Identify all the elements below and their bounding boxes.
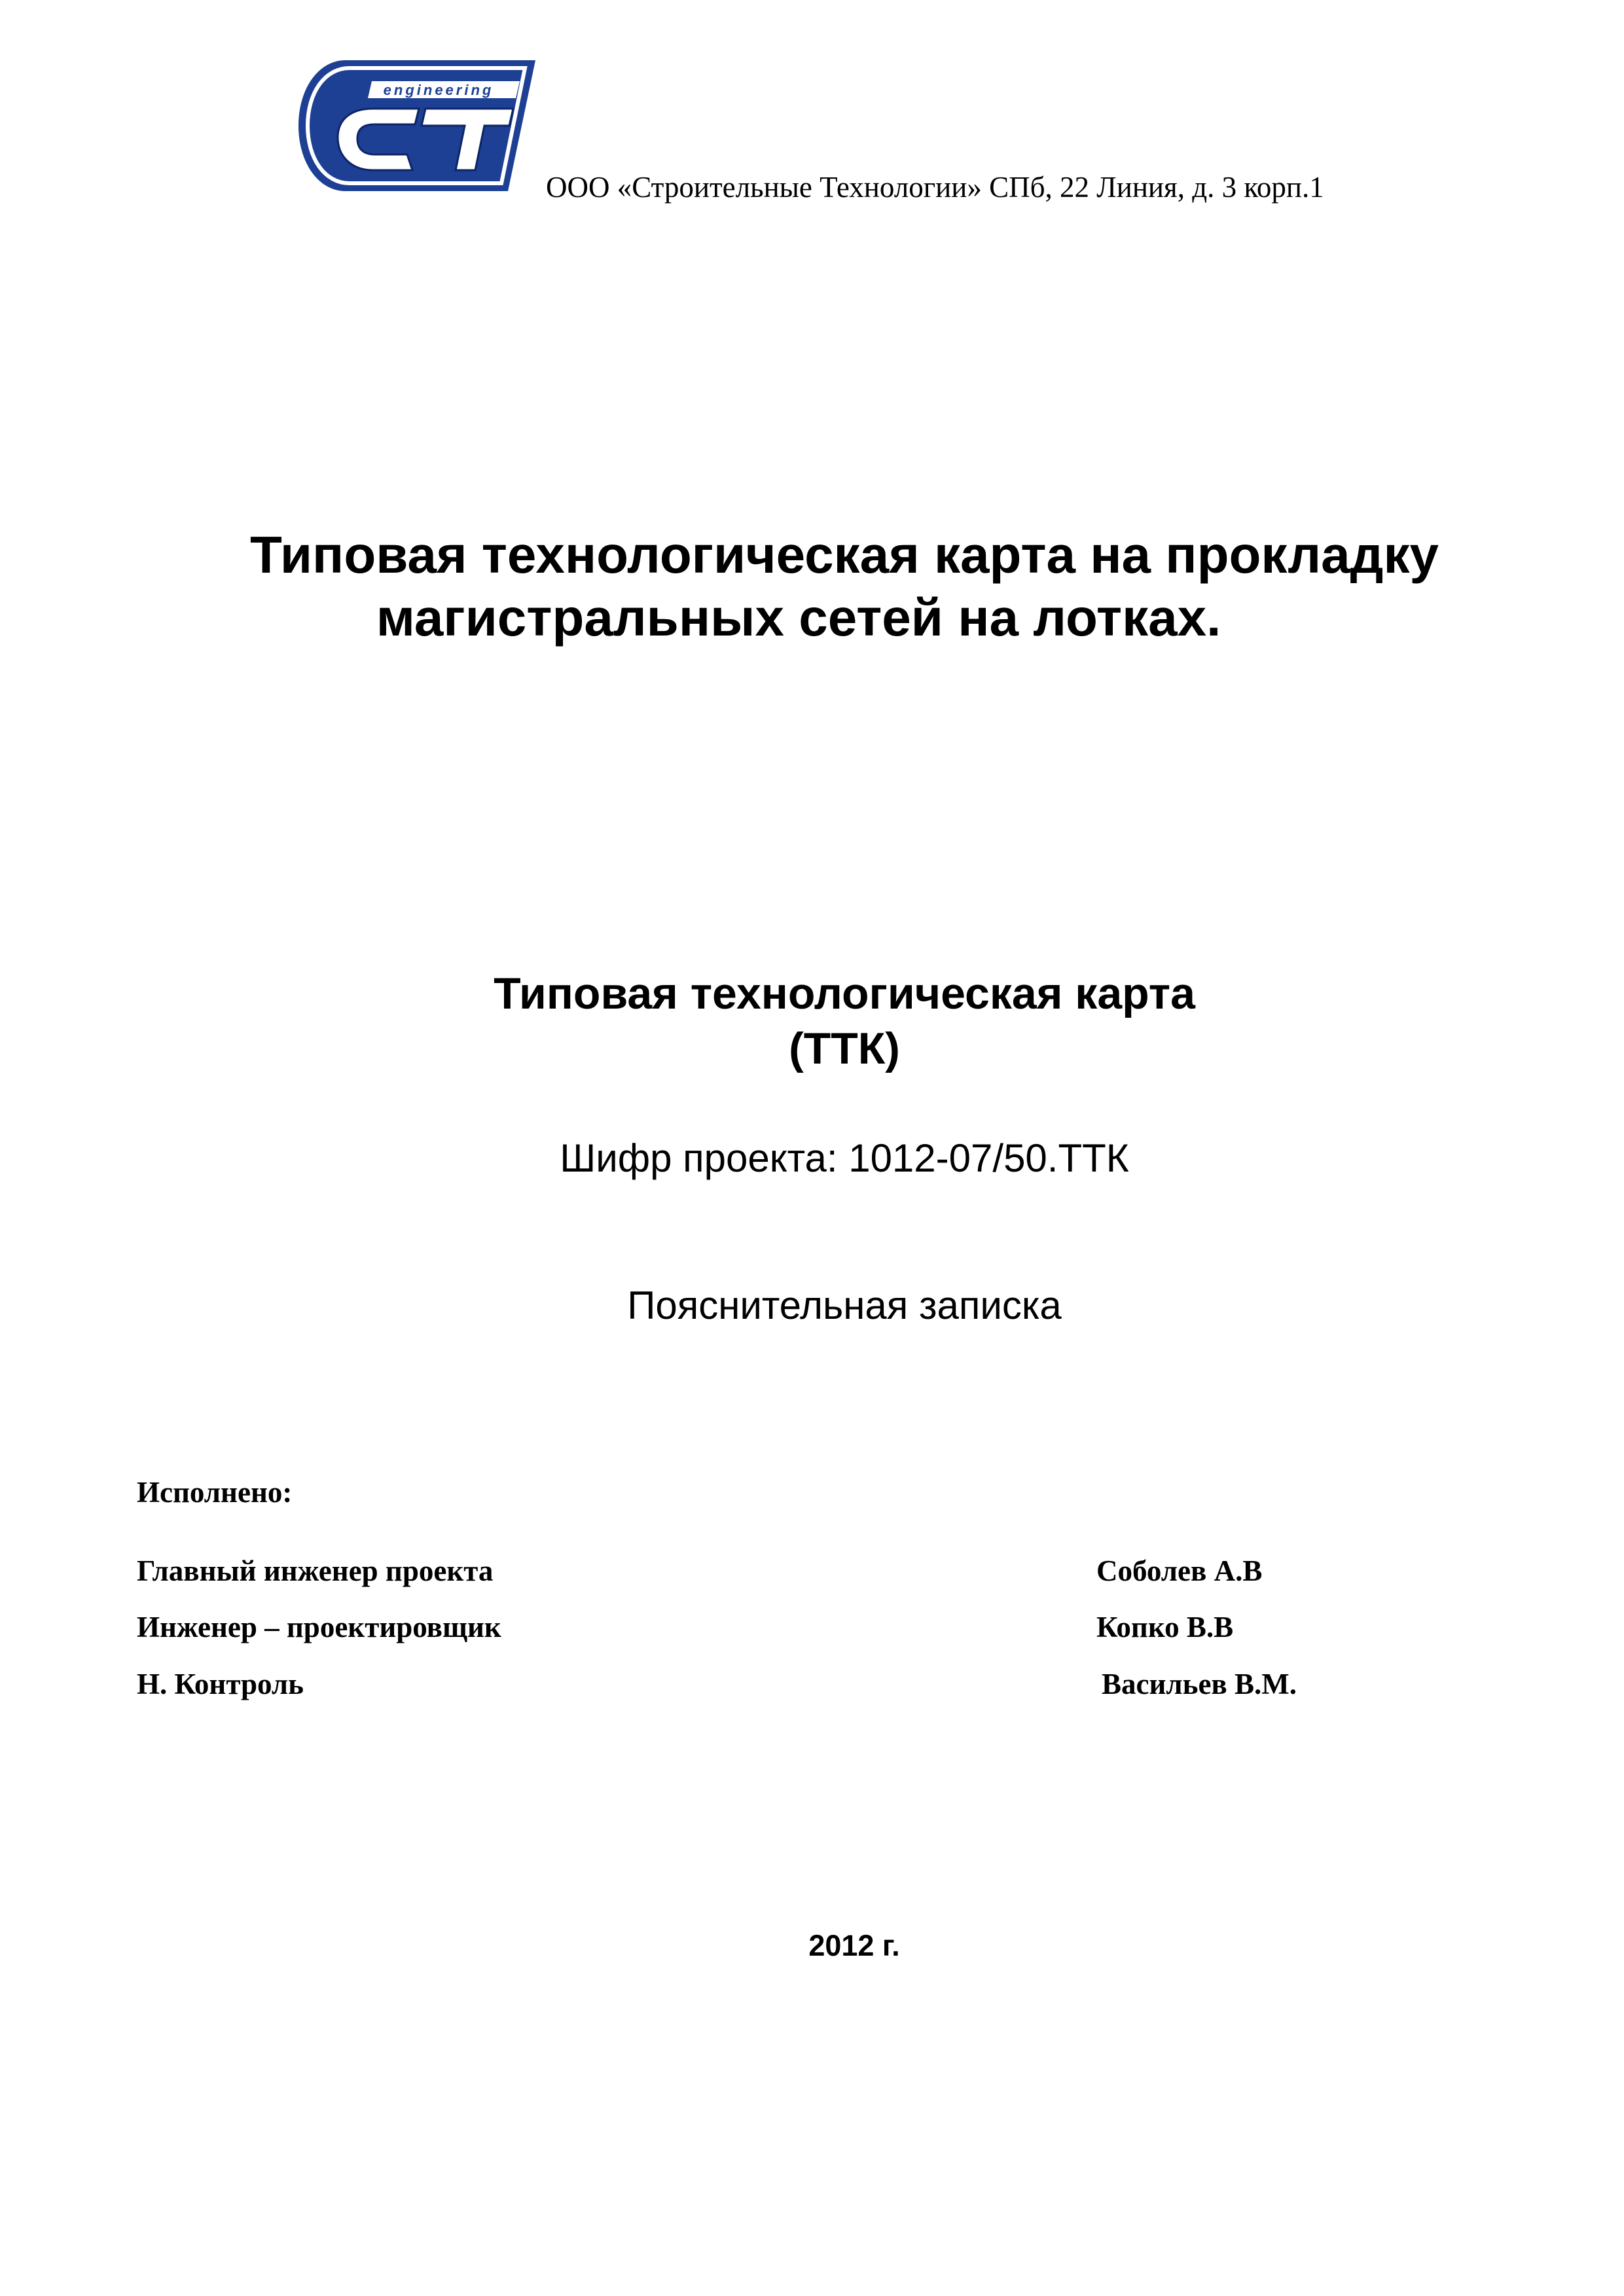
document-title: [131, 524, 1558, 649]
document-title-line-2: магистральных сетей на лотках.: [376, 588, 1221, 647]
signoff-role: Главный инженер проекта: [137, 1554, 494, 1587]
svg-text:engineering: engineering: [383, 82, 494, 98]
company-logo-icon: [295, 58, 538, 194]
document-subtitle-line-2: (ТТК): [789, 1024, 900, 1073]
signoff-person: Васильев В.М.: [1102, 1668, 1297, 1700]
document-year: 2012 г.: [808, 1929, 900, 1962]
signoff-role: Инженер – проектировщик: [137, 1611, 501, 1643]
signoff-role: Н. Контроль: [137, 1668, 304, 1700]
document-subtitle: [131, 966, 1558, 1076]
document-type: Пояснительная записка: [627, 1283, 1062, 1327]
document-title-line-1: Типовая технологическая карта на прокладку: [250, 526, 1439, 584]
signoff-row: [137, 1666, 1380, 1702]
company-address-line: ООО «Строительные Технологии» СПб, 22 Линия, д. 3 корп.1: [546, 171, 1324, 204]
signoff-row: [137, 1609, 1380, 1645]
document-subtitle-line-1: Типовая технологическая карта: [494, 969, 1195, 1018]
signoff-person: Копко В.В: [1096, 1611, 1234, 1643]
signoff-heading: Исполнено:: [137, 1476, 293, 1509]
signoff-row: [137, 1552, 1380, 1589]
signoff-person: Соболев А.В: [1096, 1554, 1263, 1587]
company-logo: [295, 58, 538, 194]
project-code: Шифр проекта: 1012-07/50.ТТК: [560, 1136, 1129, 1180]
